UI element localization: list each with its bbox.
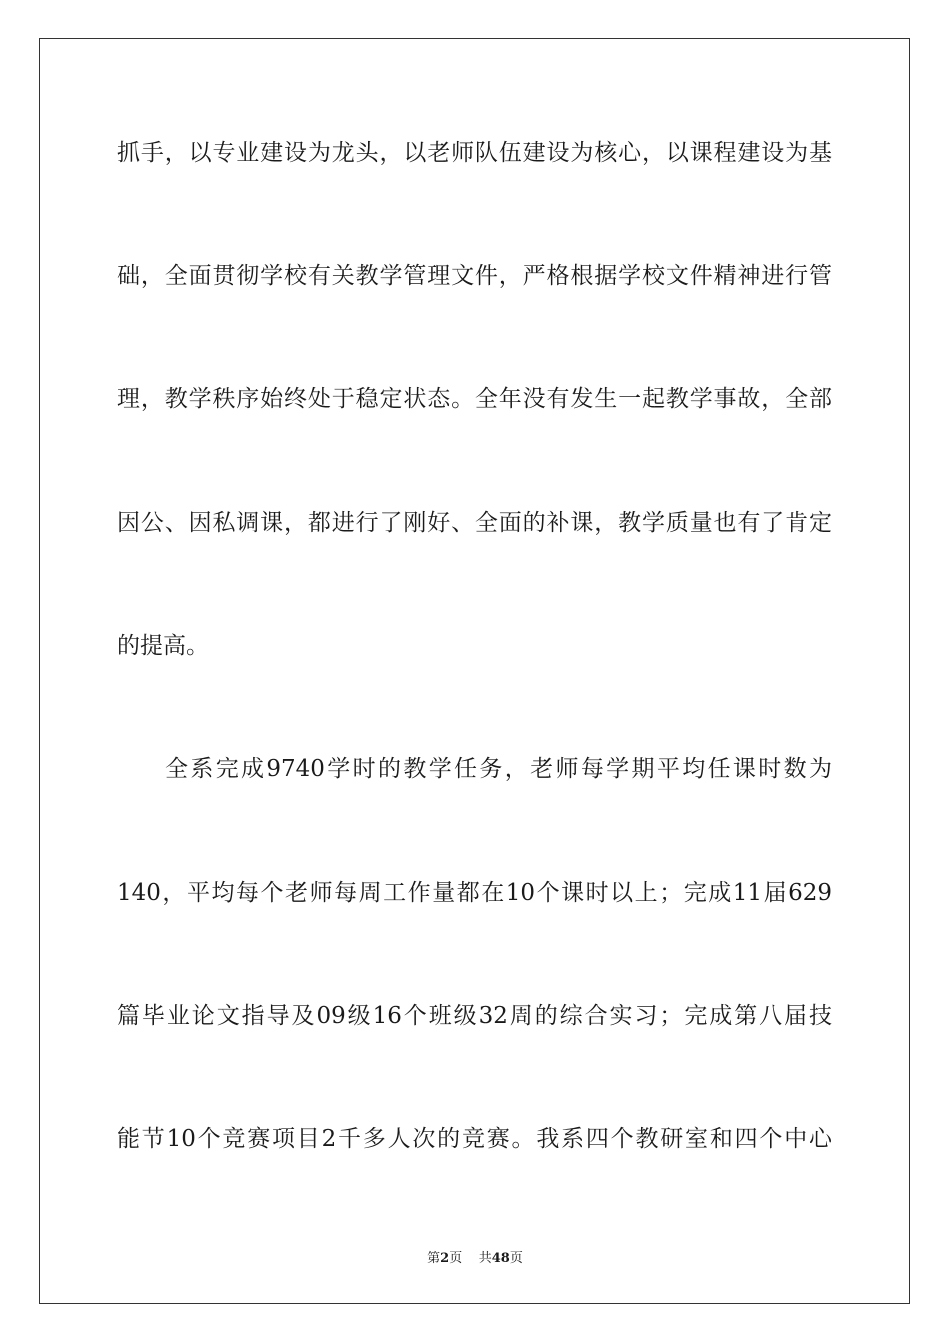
page-prefix: 第 xyxy=(427,1251,441,1266)
page-suffix: 页 xyxy=(449,1251,463,1266)
text-line: 篇毕业论文指导及09级16个班级32周的综合实习；完成第八届技 xyxy=(117,1003,832,1029)
total-prefix: 共 xyxy=(478,1251,492,1266)
text-line: 全系完成9740学时的教学任务，老师每学期平均任课时数为 xyxy=(165,756,832,782)
text-line: 础，全面贯彻学校有关教学管理文件，严格根据学校文件精神进行管 xyxy=(117,263,832,289)
text-line: 理，教学秩序始终处于稳定状态。全年没有发生一起教学事故，全部 xyxy=(117,386,832,412)
text-line: 抓手，以专业建设为龙头，以老师队伍建设为核心，以课程建设为基 xyxy=(117,140,832,166)
page-number: 2 xyxy=(440,1251,450,1266)
text-line: 的提高。 xyxy=(117,633,209,659)
total-pages: 48 xyxy=(491,1251,510,1266)
page-footer xyxy=(0,1247,950,1266)
text-line: 能节10个竞赛项目2千多人次的竞赛。我系四个教研室和四个中心 xyxy=(117,1126,832,1152)
page-border xyxy=(39,38,910,1304)
text-line: 因公、因私调课，都进行了刚好、全面的补课，教学质量也有了肯定 xyxy=(117,510,832,536)
total-suffix: 页 xyxy=(509,1251,523,1266)
text-line: 140，平均每个老师每周工作量都在10个课时以上；完成11届629 xyxy=(117,880,832,906)
